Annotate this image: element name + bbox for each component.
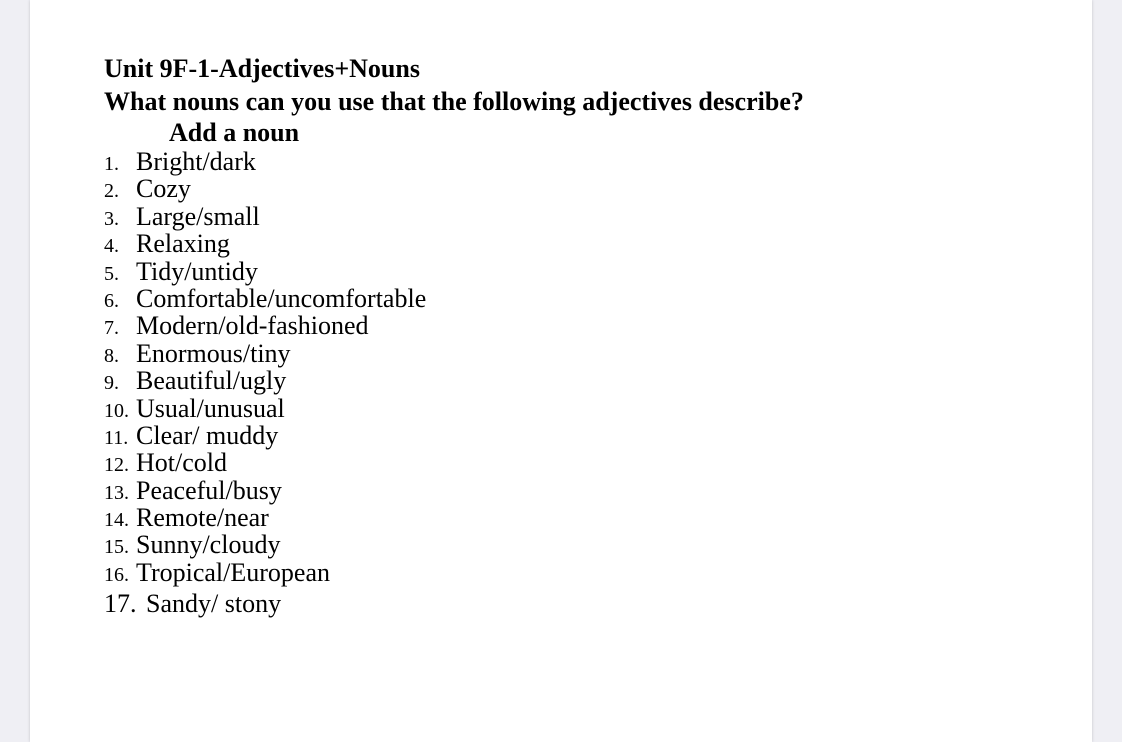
item-text: Hot/cold (136, 448, 227, 478)
list-item (104, 422, 804, 449)
item-text: Sunny/cloudy (136, 530, 281, 560)
item-text: Tropical/European (136, 557, 330, 587)
list-item (104, 449, 804, 476)
list-item (104, 312, 804, 339)
item-number: 4. (104, 235, 119, 258)
item-number: 15. (104, 536, 129, 559)
item-text: Comfortable/uncomfortable (136, 283, 427, 313)
item-text: Clear/ muddy (136, 420, 279, 450)
item-number: 5. (104, 262, 119, 285)
item-number: 8. (104, 344, 119, 367)
list-item (104, 477, 804, 504)
list-item (104, 559, 804, 586)
item-number: 6. (104, 289, 119, 312)
item-text: Cozy (136, 174, 191, 204)
list-item (104, 258, 804, 285)
item-number: 12. (104, 454, 129, 477)
list-item (104, 395, 804, 422)
page-content (104, 52, 804, 620)
list-item (104, 175, 804, 202)
item-text: Modern/old-fashioned (136, 311, 369, 341)
item-number: 7. (104, 317, 119, 340)
list-item (104, 586, 804, 620)
item-number: 10. (104, 399, 129, 422)
item-number: 11. (104, 426, 129, 449)
item-number: 17. (104, 589, 137, 619)
item-number: 9. (104, 372, 119, 395)
list-item (104, 285, 804, 312)
list-item (104, 531, 804, 558)
item-text: Tidy/untidy (136, 256, 258, 286)
document-title: Unit 9F-1-Adjectives+Nouns (104, 54, 420, 83)
item-text: Beautiful/ugly (136, 366, 287, 396)
item-number: 1. (104, 153, 119, 175)
item-number: 2. (104, 180, 119, 203)
list-item (104, 367, 804, 394)
subheading: Add a noun (169, 118, 300, 147)
item-text: Sandy/ stony (146, 589, 282, 619)
item-text: Large/small (136, 201, 260, 231)
item-text: Remote/near (136, 503, 269, 533)
item-text: Enormous/tiny (136, 338, 291, 368)
question-text: What nouns can you use that the following adjectives describe? (104, 87, 804, 116)
list-item (104, 340, 804, 367)
item-text: Bright/dark (136, 147, 256, 176)
item-number: 14. (104, 509, 129, 532)
document-page[interactable] (30, 0, 1092, 742)
item-text: Relaxing (136, 229, 230, 259)
item-text: Usual/unusual (136, 393, 285, 423)
list-item (104, 148, 804, 175)
list-item (104, 203, 804, 230)
adjective-list (104, 148, 804, 620)
list-item (104, 230, 804, 257)
item-text: Peaceful/busy (136, 475, 282, 505)
list-item (104, 504, 804, 531)
item-number: 13. (104, 481, 129, 504)
item-number: 3. (104, 207, 119, 230)
item-number: 16. (104, 563, 129, 586)
